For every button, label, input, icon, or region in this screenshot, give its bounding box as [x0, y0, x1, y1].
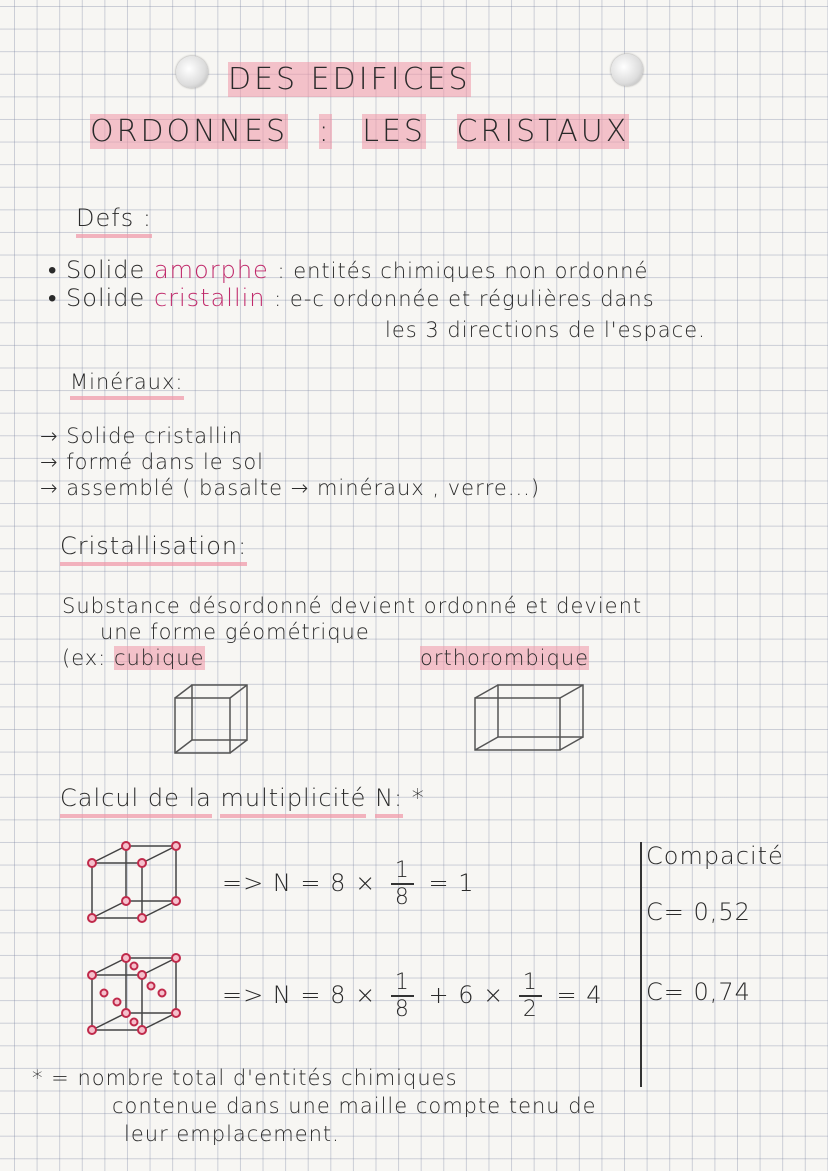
mineraux-heading: Minéraux: — [70, 370, 184, 400]
binder-hole-right — [611, 54, 643, 86]
mineraux-item: → formé dans le sol — [40, 450, 265, 474]
mineraux-item: → Solide cristallin — [40, 424, 243, 448]
fraction: $\frac{1}{8}$ — [391, 970, 414, 1022]
cristallisation-example: (ex: cubique — [62, 646, 205, 670]
compacite-value-2: C= 0,74 — [646, 978, 751, 1006]
fraction: $\frac{1}{8}$ — [391, 858, 414, 910]
compacite-value-1: C= 0,52 — [646, 898, 751, 926]
def-amorphe: • Solide amorphe : entités chimiques non ordonné — [48, 256, 649, 284]
title-line-1: DES EDIFICES — [228, 62, 471, 97]
cubic-cube-drawing — [170, 680, 260, 760]
footnote-line3: leur emplacement. — [124, 1122, 340, 1146]
footnote-line1: * = nombre total d'entités chimiques — [32, 1066, 458, 1090]
compacite-label: Compacité — [646, 842, 784, 870]
footnote-line2: contenue dans une maille compte tenu de — [112, 1094, 597, 1118]
def-continuation: les 3 directions de l'espace. — [385, 318, 706, 342]
fraction: $\frac{1}{2}$ — [519, 970, 542, 1022]
fcc-cell-drawing — [84, 950, 184, 1040]
cristallisation-heading: Cristallisation: — [60, 532, 247, 566]
mineraux-item: → assemblé ( basalte → minéraux , verre...) — [40, 476, 541, 500]
defs-heading: Defs : — [76, 204, 152, 238]
cristallisation-line2: une forme géométrique — [100, 620, 370, 644]
formula-2: => N = 8 × $\frac{1}{8}$ + 6 × $\frac{1}{2}$ = 4 — [222, 970, 603, 1022]
cristallisation-line1: Substance désordonné devient ordonné et devient — [62, 594, 643, 618]
simple-cubic-cell-drawing — [84, 838, 184, 928]
multiplicite-heading: Calcul de la multiplicité N: * — [60, 784, 425, 812]
binder-hole-left — [176, 56, 208, 88]
formula-1: => N = 8 × $\frac{1}{8}$ = 1 — [222, 858, 475, 910]
orthorombique-label: orthorombique — [420, 646, 590, 670]
orthorhombic-box-drawing — [470, 680, 590, 760]
divider-line — [640, 842, 642, 1087]
title-line-2: ORDONNES : LES CRISTAUX — [90, 114, 630, 149]
def-cristallin: • Solide cristallin : e-c ordonnée et régulières dans — [48, 284, 655, 312]
